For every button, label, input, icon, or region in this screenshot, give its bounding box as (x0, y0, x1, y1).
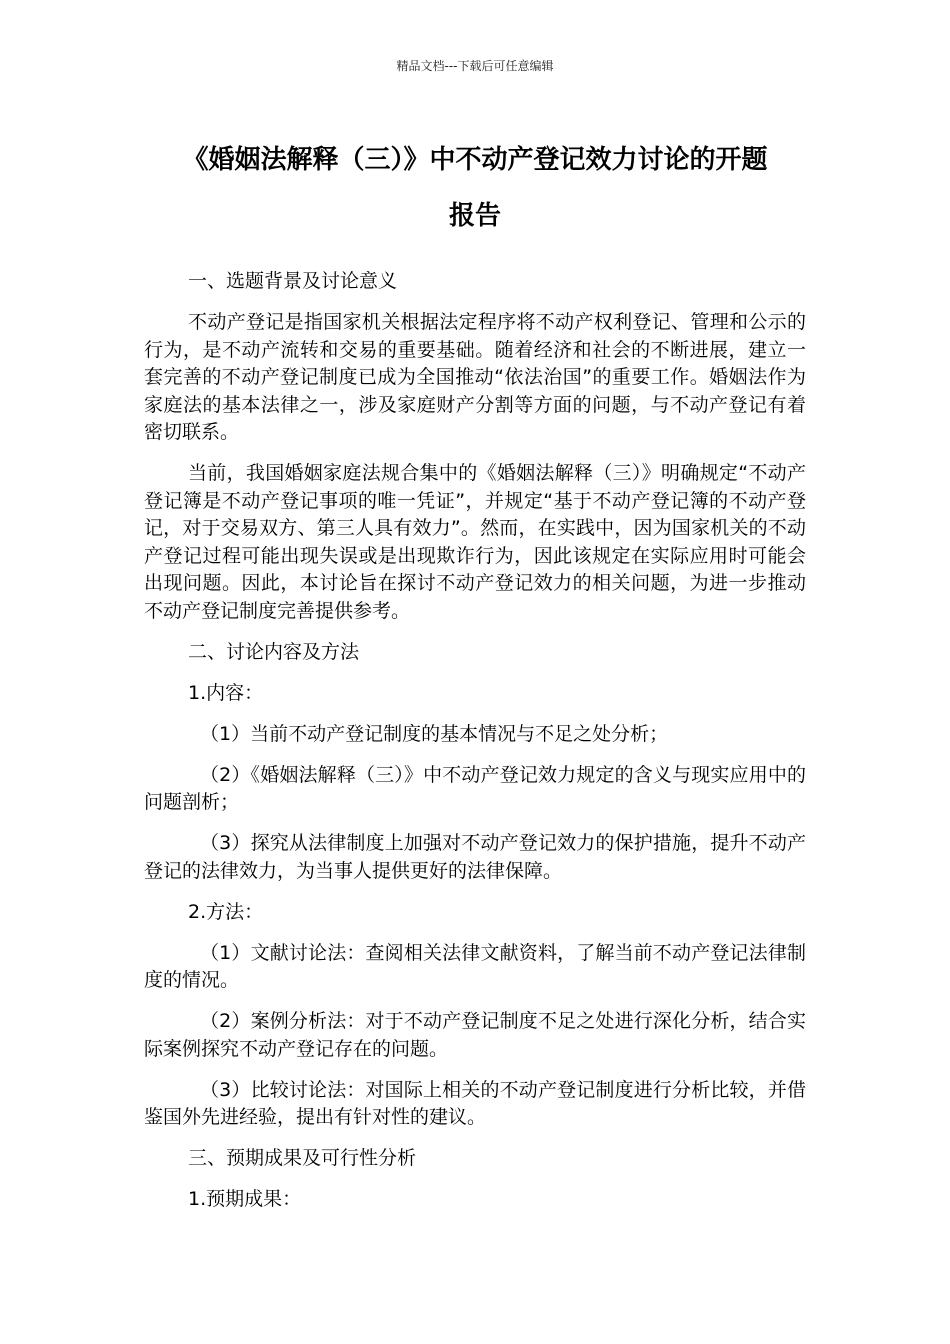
section-heading-2: 二、讨论内容及方法 (188, 640, 360, 663)
result-label: 1.预期成果： (188, 1188, 302, 1210)
content-item-3: （3）探究从法律制度上加强对不动产登记效力的保护措施，提升不动产登记的法律效力，为当事人提供更好的法律保障。 (144, 832, 806, 882)
content-label: 1.内容： (188, 681, 264, 704)
page-title (100, 132, 850, 244)
method-label: 2.方法： (188, 900, 264, 923)
title-line-2: 报告 (448, 201, 501, 231)
title-line-1: 《婚姻法解释（三）》中不动产登记效力讨论的开题 (182, 145, 768, 175)
method-item-3: （3）比较讨论法：对国际上相关的不动产登记制度进行分析比较，并借鉴国外先进经验，提出有针对性的建议。 (144, 1078, 806, 1128)
document-body (144, 268, 806, 1227)
method-item-1: （1）文献讨论法：查阅相关法律文献资料，了解当前不动产登记法律制度的情况。 (144, 941, 806, 991)
content-item-2: （2）《婚姻法解释（三）》中不动产登记效力规定的含义与现实应用中的问题剖析； (144, 763, 806, 813)
section-heading-1: 一、选题背景及讨论意义 (188, 270, 398, 292)
header-note: 精品文档---下载后可任意编辑 (396, 59, 554, 73)
method-item-2: （2）案例分析法：对于不动产登记制度不足之处进行深化分析，结合实际案例探究不动产登记存在的问题。 (144, 1010, 806, 1060)
content-item-1: （1）当前不动产登记制度的基本情况与不足之处分析； (200, 722, 669, 745)
paragraph-current-status: 当前，我国婚姻家庭法规合集中的《婚姻法解释（三）》明确规定“不动产登记簿是不动产登记事项的唯一凭证”，并规定“基于不动产登记簿的不动产登记，对于交易双方、第三人具有效力”。然而，在实践中，因为国家机关的不动产登记过程可能出现失误或是出现欺诈行为，因此该规定在实际应用时可能会出现问题。因此，本讨论旨在探讨不动产登记效力的相关问题，为进一步推动不动产登记制度完善提供参考。 (144, 462, 806, 622)
paragraph-background: 不动产登记是指国家机关根据法定程序将不动产权利登记、管理和公示的行为，是不动产流转和交易的重要基础。随着经济和社会的不断进展，建立一套完善的不动产登记制度已成为全国推动“依法治国”的重要工作。婚姻法作为家庭法的基本法律之一，涉及家庭财产分割等方面的问题，与不动产登记有着密切联系。 (144, 311, 806, 443)
section-heading-3: 三、预期成果及可行性分析 (188, 1147, 417, 1169)
